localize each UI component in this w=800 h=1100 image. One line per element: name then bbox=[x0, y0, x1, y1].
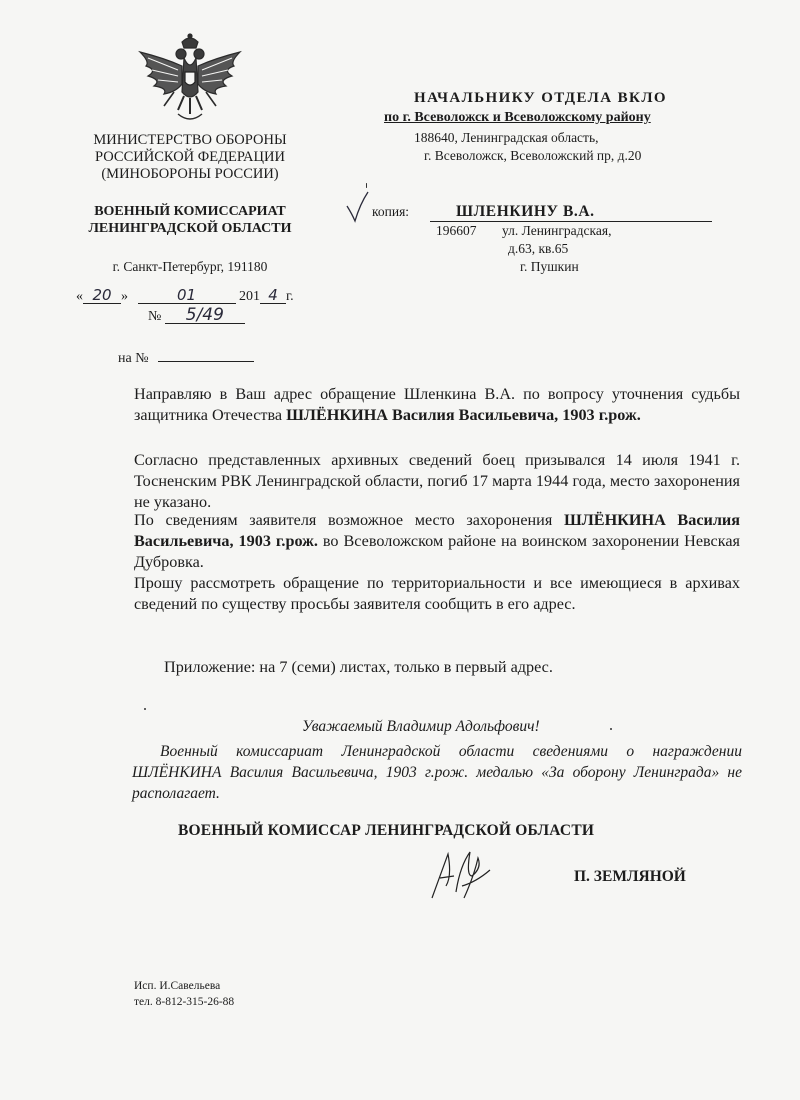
addressee-address-line1: 188640, Ленинградская область, bbox=[414, 130, 599, 145]
date-open-quote: « bbox=[76, 289, 83, 304]
addressee-subtitle: по г. Всеволожск и Всеволожскому району bbox=[384, 110, 651, 125]
ministry-line: (МИНОБОРОНЫ РОССИИ) bbox=[101, 166, 279, 182]
copy-postal-index: 196607 bbox=[436, 223, 477, 238]
executor-block bbox=[134, 978, 234, 1010]
p3-text-after: во Всеволожском районе на воинском захоронении Невская Дубровка. bbox=[134, 532, 740, 571]
date-year-digit: 4 bbox=[260, 288, 286, 304]
note-greeting: Уважаемый Владимир Адольфович! bbox=[302, 718, 540, 735]
executor-phone: тел. 8-812-315-26-88 bbox=[134, 996, 235, 1008]
date-close-quote: » bbox=[121, 289, 128, 304]
addressee-title: НАЧАЛЬНИКУ ОТДЕЛА ВКЛО bbox=[414, 90, 667, 106]
handwritten-signature-icon bbox=[426, 846, 496, 902]
copy-label: копия: bbox=[372, 204, 410, 219]
ink-speck bbox=[610, 728, 612, 730]
number-value: 5/49 bbox=[165, 308, 245, 324]
ministry-line: РОССИЙСКОЙ ФЕДЕРАЦИИ bbox=[95, 149, 285, 165]
sender-city-address: г. Санкт-Петербург, 191180 bbox=[112, 259, 268, 274]
double-headed-eagle-emblem-icon bbox=[134, 32, 246, 132]
date-year-suffix: г. bbox=[286, 289, 294, 304]
note-text: Военный комиссариат Ленинградской области сведениями о награждении ШЛЁНКИНА Василия Васильевича, 1903 г.рож. медалью «За оборону Ленинграда» не располагает. bbox=[132, 743, 742, 802]
body-paragraph-4: Прошу рассмотреть обращение по территориальности и все имеющиеся в архивах сведений по существу просьбы заявителя сообщить в его адрес. bbox=[134, 574, 740, 613]
date-year-prefix: 201 bbox=[239, 289, 260, 304]
outgoing-number bbox=[148, 305, 245, 325]
copy-street: ул. Ленинградская, bbox=[502, 223, 612, 238]
p1-bold: ШЛЁНКИНА Василия Васильевича, 1903 г.рож. bbox=[286, 406, 641, 424]
p3-text-before: По сведениям заявителя возможное место захоронения bbox=[134, 511, 564, 529]
copy-recipient-name: ШЛЕНКИНУ В.А. bbox=[430, 202, 712, 222]
p3-bold: ШЛЁНКИНА Василия Васильевича, 1903 г.рож. bbox=[134, 511, 740, 550]
date-month: 01 bbox=[138, 288, 236, 304]
copy-house: д.63, кв.65 bbox=[508, 241, 569, 256]
commissariat-line: ЛЕНИНГРАДСКОЙ ОБЛАСТИ bbox=[88, 221, 292, 236]
date-day: 20 bbox=[83, 288, 121, 304]
copy-town: г. Пушкин bbox=[520, 259, 579, 274]
commissariat-block bbox=[60, 203, 320, 237]
body-paragraph-3 bbox=[134, 510, 740, 573]
reply-to-label: на № bbox=[118, 351, 149, 366]
executor-name: Исп. И.Савельева bbox=[134, 980, 221, 992]
addressee-address-line2: г. Всеволожск, Всеволожский пр, д.20 bbox=[424, 148, 642, 163]
appendix-line: Приложение: на 7 (семи) листах, только в первый адрес. bbox=[164, 658, 553, 676]
signatory-title: ВОЕННЫЙ КОМИССАР ЛЕНИНГРАДСКОЙ ОБЛАСТИ bbox=[178, 822, 595, 839]
body-paragraph-1 bbox=[134, 384, 740, 426]
body-paragraph-2: Согласно представленных архивных сведений боец призывался 14 июля 1941 г. Тосненским РВК Ленинградской области, погиб 17 марта 1944 года, место захоронения не указано. bbox=[134, 451, 740, 511]
commissariat-line: ВОЕННЫЙ КОМИССАРИАТ bbox=[94, 204, 286, 219]
ministry-block bbox=[60, 132, 320, 183]
ink-speck bbox=[366, 183, 367, 188]
ink-speck bbox=[144, 708, 146, 710]
check-mark-icon bbox=[344, 190, 374, 224]
number-sign: № bbox=[148, 309, 162, 324]
ministry-line: МИНИСТЕРСТВО ОБОРОНЫ bbox=[93, 132, 287, 148]
date-line bbox=[76, 288, 294, 305]
reply-to-number bbox=[118, 346, 254, 367]
reply-to-blank bbox=[158, 346, 254, 362]
signatory-name: П. ЗЕМЛЯНОЙ bbox=[574, 868, 686, 885]
p1-text: Направляю в Ваш адрес обращение Шленкина В.А. по вопросу уточнения судьбы защитника Отечества bbox=[134, 385, 740, 424]
